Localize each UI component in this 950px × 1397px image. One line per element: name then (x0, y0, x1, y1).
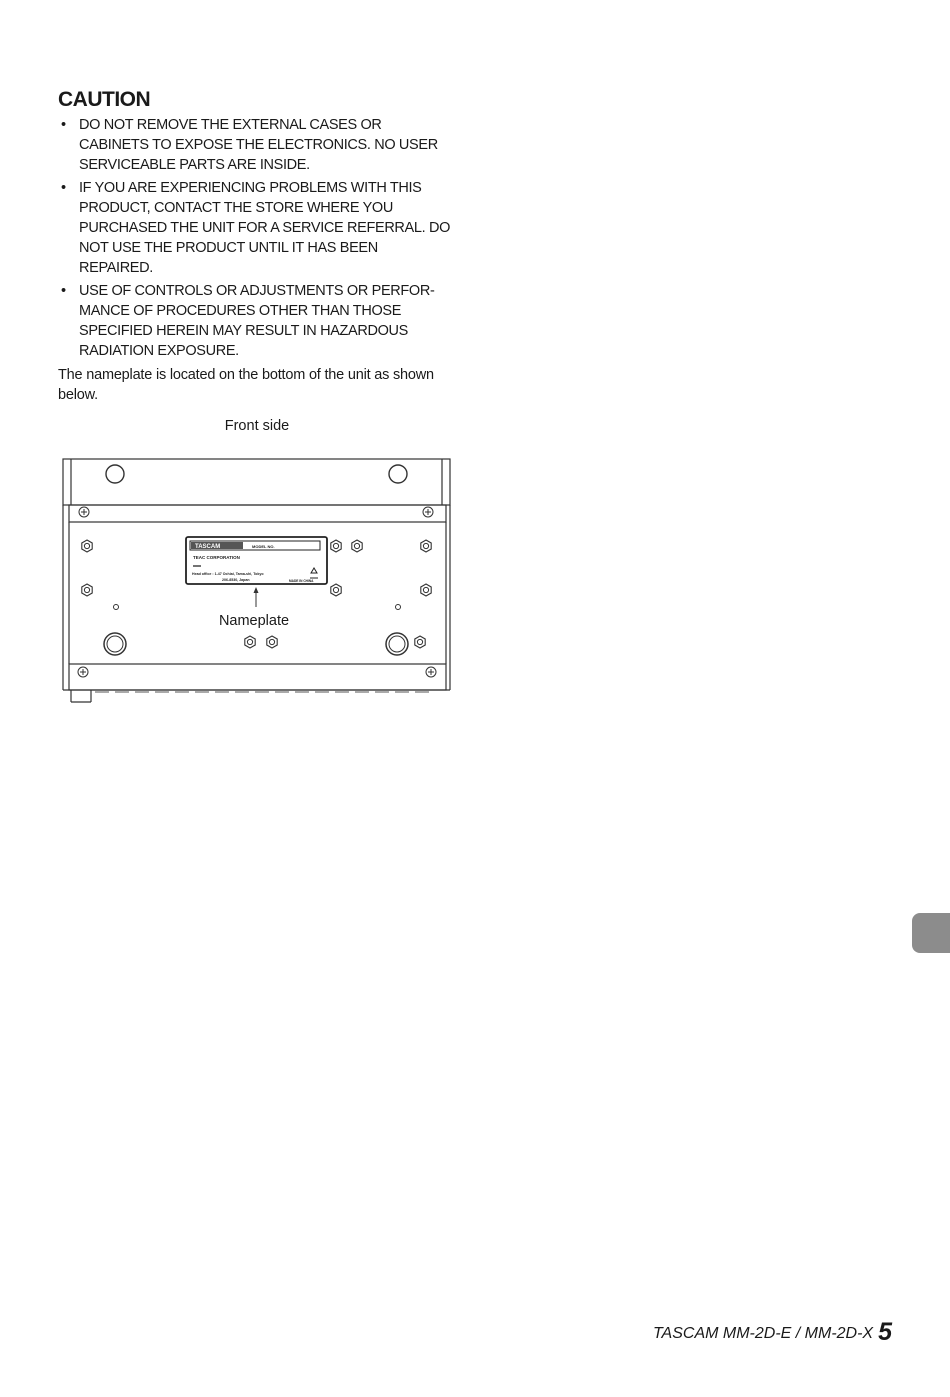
nameplate-location-text: The nameplate is located on the bottom of the unit as shown below. (58, 367, 434, 403)
nameplate-company: TEAC CORPORATION (193, 555, 240, 560)
caution-item-text: IF YOU ARE EXPERIENCING PROBLEMS WITH THIS PRODUCT, CONTACT THE STORE WHERE YOU PURCHASED THE UNIT FOR A SERVICE REFERRAL. DO NOT USE THE PRODUCT UNTIL IT HAS BEEN REPAIRED. (79, 180, 450, 276)
screw-icon (79, 507, 89, 517)
page-number: 5 (878, 1318, 892, 1346)
nameplate-address-2: 206-8530, Japan (222, 578, 250, 582)
caution-heading: CAUTION (58, 88, 151, 111)
hex-nut-icon (352, 540, 362, 552)
foot-bottom-left (104, 633, 126, 655)
nameplate-label: Nameplate (218, 613, 290, 629)
footer-product: TASCAM MM-2D-E / MM-2D-X (652, 1325, 874, 1342)
nameplate-arrow-icon (254, 587, 259, 607)
caution-item (58, 115, 453, 175)
caution-item (58, 281, 453, 361)
hex-nut-icon (421, 584, 431, 596)
nameplate-brand: TASCAM (195, 544, 221, 550)
bullet: • (61, 117, 66, 133)
hex-nut-icon (415, 636, 425, 648)
foot-bottom-right (386, 633, 408, 655)
caution-item-text: USE OF CONTROLS OR ADJUSTMENTS OR PERFOR- MANCE OF PROCEDURES OTHER THAN THOSE SPECIFIED HEREIN MAY RESULT IN HAZARDOUS RADIATION EXPOSURE. (79, 283, 435, 359)
hex-nut-icon (331, 584, 341, 596)
bullet: • (61, 180, 66, 196)
small-hole (114, 605, 119, 610)
hex-nut-icon (331, 540, 341, 552)
screw-icon (426, 667, 436, 677)
hex-nut-icon (82, 540, 92, 552)
screw-icon (78, 667, 88, 677)
hex-nut-icon (421, 540, 431, 552)
nameplate-address-1: Head office : 1-47 Ochiai, Tama-shi, Tokyo (192, 572, 264, 576)
section-tab (912, 913, 950, 953)
front-side-label: Front side (224, 418, 290, 434)
caution-item-text: DO NOT REMOVE THE EXTERNAL CASES OR CABINETS TO EXPOSE THE ELECTRONICS. NO USER SERVICEABLE PARTS ARE INSIDE. (79, 117, 438, 173)
nameplate-made-in: MADE IN CHINA (289, 579, 314, 583)
nameplate (186, 537, 327, 584)
foot-hole-top-right (389, 465, 407, 483)
nameplate-model: MODEL NO. (252, 544, 275, 549)
caution-item (58, 178, 453, 278)
hex-nut-icon (267, 636, 277, 648)
bullet: • (61, 283, 66, 299)
hex-nut-icon (245, 636, 255, 648)
page-footer (653, 1318, 892, 1347)
foot-hole-top-left (106, 465, 124, 483)
screw-icon (423, 507, 433, 517)
caution-list (58, 115, 453, 364)
hex-nut-icon (82, 584, 92, 596)
small-hole (396, 605, 401, 610)
unit-bottom-diagram (55, 412, 455, 712)
